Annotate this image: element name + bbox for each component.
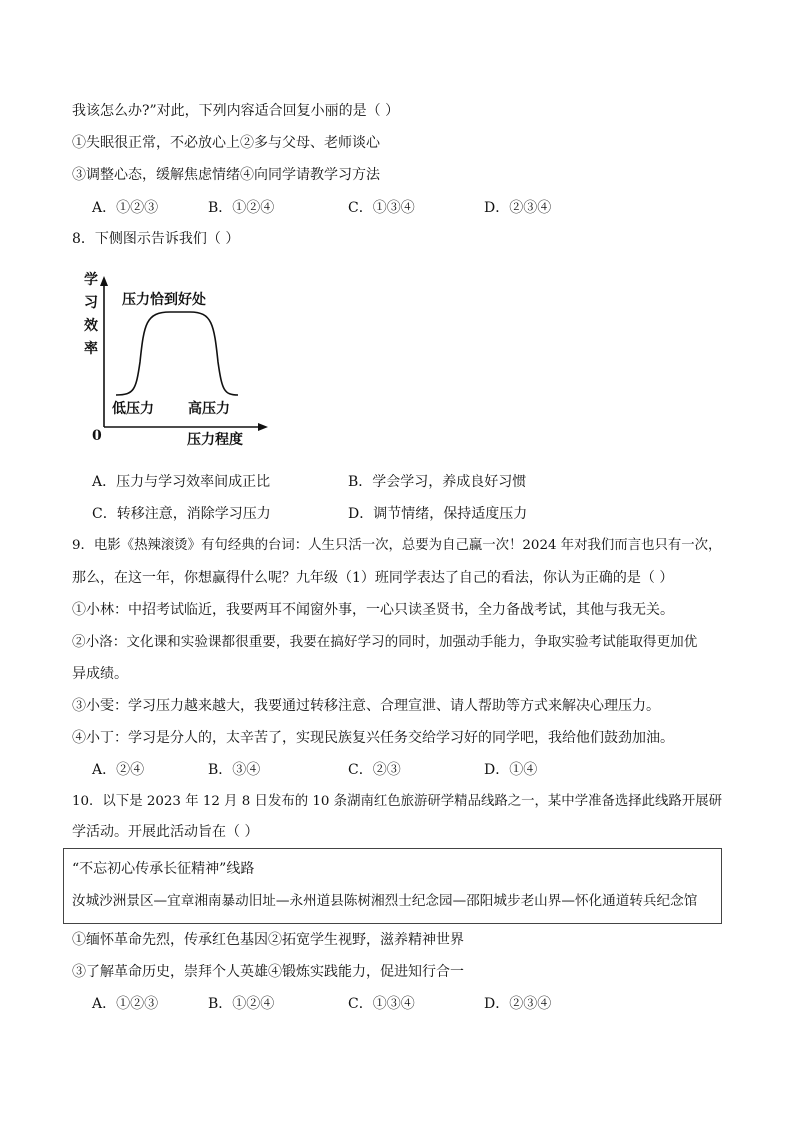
- q9-option-c[interactable]: C．②③: [348, 762, 401, 778]
- q10-option-a[interactable]: A．①②③: [92, 996, 159, 1012]
- y-axis-label-3: 效: [84, 318, 98, 334]
- q9-statement-1: ①小林：中招考试临近，我要两耳不闻窗外事，一心只读圣贤书，全力备战考试，其他与我无关。: [72, 602, 674, 618]
- route-box: [63, 848, 722, 924]
- q9-stem-2: 那么，在这一年，你想赢得什么呢？九年级（1）班同学表达了自己的看法，你认为正确的是（ ）: [72, 570, 674, 586]
- q8-option-c[interactable]: C．转移注意，消除学习压力: [92, 506, 271, 522]
- q7-option-c[interactable]: C．①③④: [348, 200, 415, 216]
- q10-option-b[interactable]: B．①②④: [208, 996, 275, 1012]
- q10-statements-1: ①缅怀革命先烈，传承红色基因②拓宽学生视野，滋养精神世界: [72, 932, 464, 948]
- stress-efficiency-figure: [82, 262, 282, 452]
- q8-option-b[interactable]: B．学会学习，养成良好习惯: [348, 474, 527, 490]
- q10-option-c[interactable]: C．①③④: [348, 996, 415, 1012]
- q8-option-a[interactable]: A．压力与学习效率间成正比: [92, 474, 271, 490]
- q9-option-b[interactable]: B．③④: [208, 762, 261, 778]
- q10-stem-1: 10．以下是 2023 年 12 月 8 日发布的 10 条湖南红色旅游研学精品线路之一，某中学准备选择此线路开展研: [72, 794, 722, 809]
- q9-statement-2b: 异成绩。: [72, 666, 128, 682]
- q10-option-d[interactable]: D．②③④: [484, 996, 552, 1012]
- route-stops: 汝城沙洲景区—宜章湘南暴动旧址—永州道县陈树湘烈士纪念园—邵阳城步老山界—怀化通道转兵纪念馆: [72, 893, 698, 909]
- q7-option-a[interactable]: A．①②③: [92, 200, 159, 216]
- y-axis-label-2: 习: [84, 295, 98, 311]
- q10-statements-2: ③了解革命历史，崇拜个人英雄④锻炼实践能力，促进知行合一: [72, 964, 464, 980]
- q9-statement-4: ④小丁：学习是分人的，太辛苦了，实现民族复兴任务交给学习好的同学吧，我给他们鼓劲加油。: [72, 730, 674, 746]
- high-pressure-label: 高压力: [188, 401, 230, 417]
- q9-option-d[interactable]: D．①④: [484, 762, 538, 778]
- q9-stem-1: 9．电影《热辣滚烫》有句经典的台词：人生只活一次，总要为自己赢一次！2024 年对我们而言也只有一次，: [72, 538, 722, 553]
- q7-statements-2: ③调整心态，缓解焦虑情绪④向同学请教学习方法: [72, 167, 380, 183]
- q8-stem: 8．下侧图示告诉我们（ ）: [72, 231, 240, 247]
- peak-label: 压力恰到好处: [122, 292, 206, 308]
- x-axis-arrow: [258, 423, 268, 431]
- q7-option-b[interactable]: B．①②④: [208, 200, 275, 216]
- q9-option-a[interactable]: A．②④: [92, 762, 145, 778]
- y-axis-arrow: [100, 276, 108, 286]
- q8-option-d[interactable]: D．调节情绪，保持适度压力: [348, 506, 528, 522]
- route-title: “不忘初心传承长征精神”线路: [72, 861, 255, 877]
- q9-statement-2a: ②小洛：文化课和实验课都很重要，我要在搞好学习的同时，加强动手能力，争取实验考试能取得更加优: [72, 634, 698, 650]
- y-axis-label-1: 学: [84, 272, 98, 288]
- origin-label: 0: [92, 428, 102, 444]
- q10-stem-2: 学活动。开展此活动旨在（ ）: [72, 824, 259, 840]
- q7-stem-end: 我该怎么办?”对此，下列内容适合回复小丽的是（ ）: [72, 103, 400, 119]
- q9-statement-3: ③小雯：学习压力越来越大，我要通过转移注意、合理宣泄、请人帮助等方式来解决心理压力。: [72, 698, 660, 714]
- x-axis-label: 压力程度: [187, 432, 243, 448]
- q7-statements-1: ①失眠很正常，不必放心上②多与父母、老师谈心: [72, 135, 380, 151]
- y-axis-label-4: 率: [84, 341, 98, 357]
- low-pressure-label: 低压力: [112, 401, 154, 417]
- efficiency-curve: [116, 312, 238, 395]
- q7-option-d[interactable]: D．②③④: [484, 200, 552, 216]
